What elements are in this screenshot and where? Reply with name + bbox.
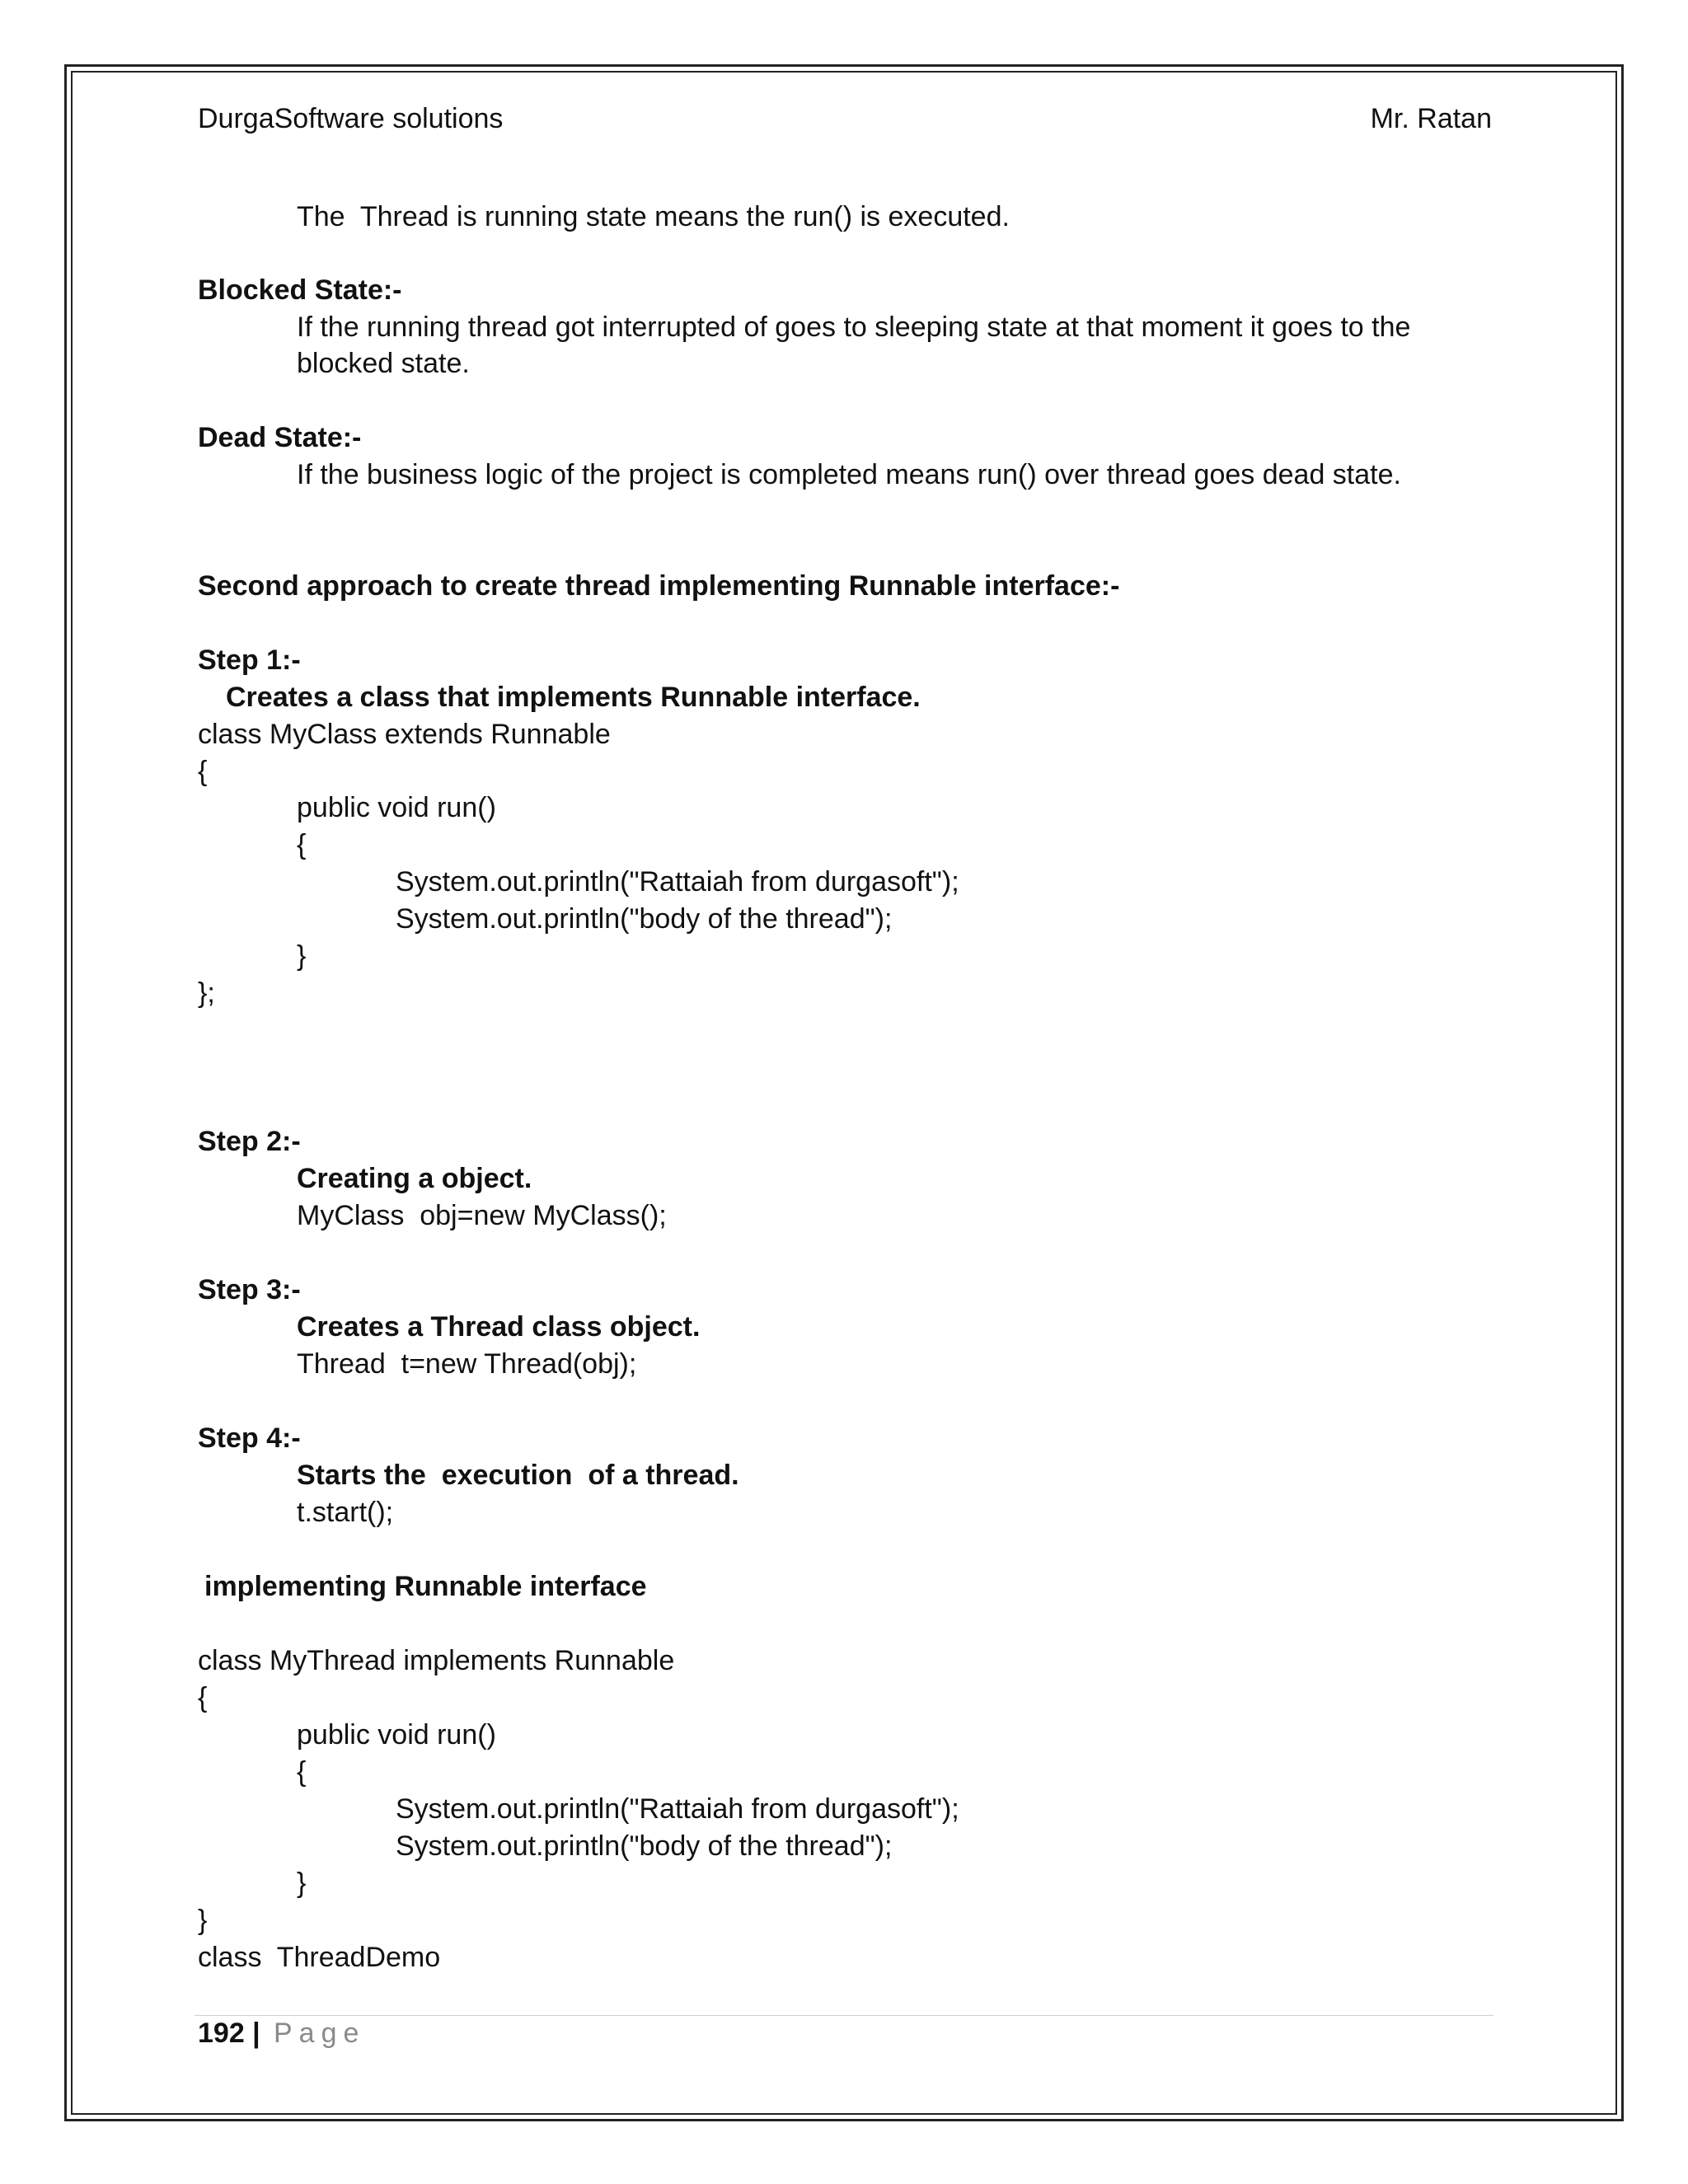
step-1-description: Creates a class that implements Runnable interface. bbox=[226, 682, 921, 713]
step-2-description: Creating a object. bbox=[297, 1163, 532, 1194]
code-line: { bbox=[198, 1682, 208, 1713]
footer-divider bbox=[195, 2015, 1493, 2016]
code-line: } bbox=[297, 1868, 307, 1899]
code-line: class MyClass extends Runnable bbox=[198, 719, 611, 750]
step-3-description: Creates a Thread class object. bbox=[297, 1311, 701, 1343]
code-line: { bbox=[297, 829, 307, 860]
code-line: public void run() bbox=[297, 1719, 496, 1750]
step-1-heading: Step 1:- bbox=[198, 644, 301, 676]
running-state-text: The Thread is running state means the run() is executed. bbox=[297, 201, 1010, 232]
code-line: { bbox=[297, 1756, 307, 1788]
step-2-heading: Step 2:- bbox=[198, 1126, 301, 1157]
step-3-heading: Step 3:- bbox=[198, 1274, 301, 1305]
code-line: }; bbox=[198, 977, 215, 1009]
code-line: } bbox=[198, 1905, 208, 1936]
blocked-state-heading: Blocked State:- bbox=[198, 274, 402, 306]
code-line: System.out.println("Rattaiah from durgasoft"); bbox=[396, 866, 959, 898]
code-line: { bbox=[198, 756, 208, 787]
dead-state-text: If the business logic of the project is completed means run() over thread goes dead state. bbox=[297, 459, 1401, 490]
code-line: System.out.println("Rattaiah from durgasoft"); bbox=[396, 1793, 959, 1825]
step-4-code: t.start(); bbox=[297, 1497, 394, 1528]
header-author: Mr. Ratan bbox=[1370, 103, 1492, 134]
header-company: DurgaSoftware solutions bbox=[198, 103, 504, 134]
page-number: 192 | bbox=[198, 2018, 260, 2049]
dead-state-heading: Dead State:- bbox=[198, 422, 362, 453]
step-2-code: MyClass obj=new MyClass(); bbox=[297, 1200, 667, 1231]
code-line: System.out.println("body of the thread"); bbox=[396, 903, 893, 935]
second-approach-heading: Second approach to create thread implementing Runnable interface:- bbox=[198, 570, 1120, 602]
step-4-heading: Step 4:- bbox=[198, 1422, 301, 1454]
code-line: class MyThread implements Runnable bbox=[198, 1645, 675, 1676]
code-line: class ThreadDemo bbox=[198, 1942, 441, 1973]
code-line: public void run() bbox=[297, 792, 496, 823]
implementing-runnable-heading: implementing Runnable interface bbox=[204, 1571, 647, 1602]
page-label: Page bbox=[274, 2018, 366, 2049]
step-4-description: Starts the execution of a thread. bbox=[297, 1460, 739, 1491]
code-line: System.out.println("body of the thread"); bbox=[396, 1830, 893, 1862]
blocked-state-line-2: blocked state. bbox=[297, 348, 470, 379]
blocked-state-line-1: If the running thread got interrupted of goes to sleeping state at that moment it goes to the bbox=[297, 312, 1411, 343]
step-3-code: Thread t=new Thread(obj); bbox=[297, 1348, 637, 1380]
code-line: } bbox=[297, 940, 307, 972]
